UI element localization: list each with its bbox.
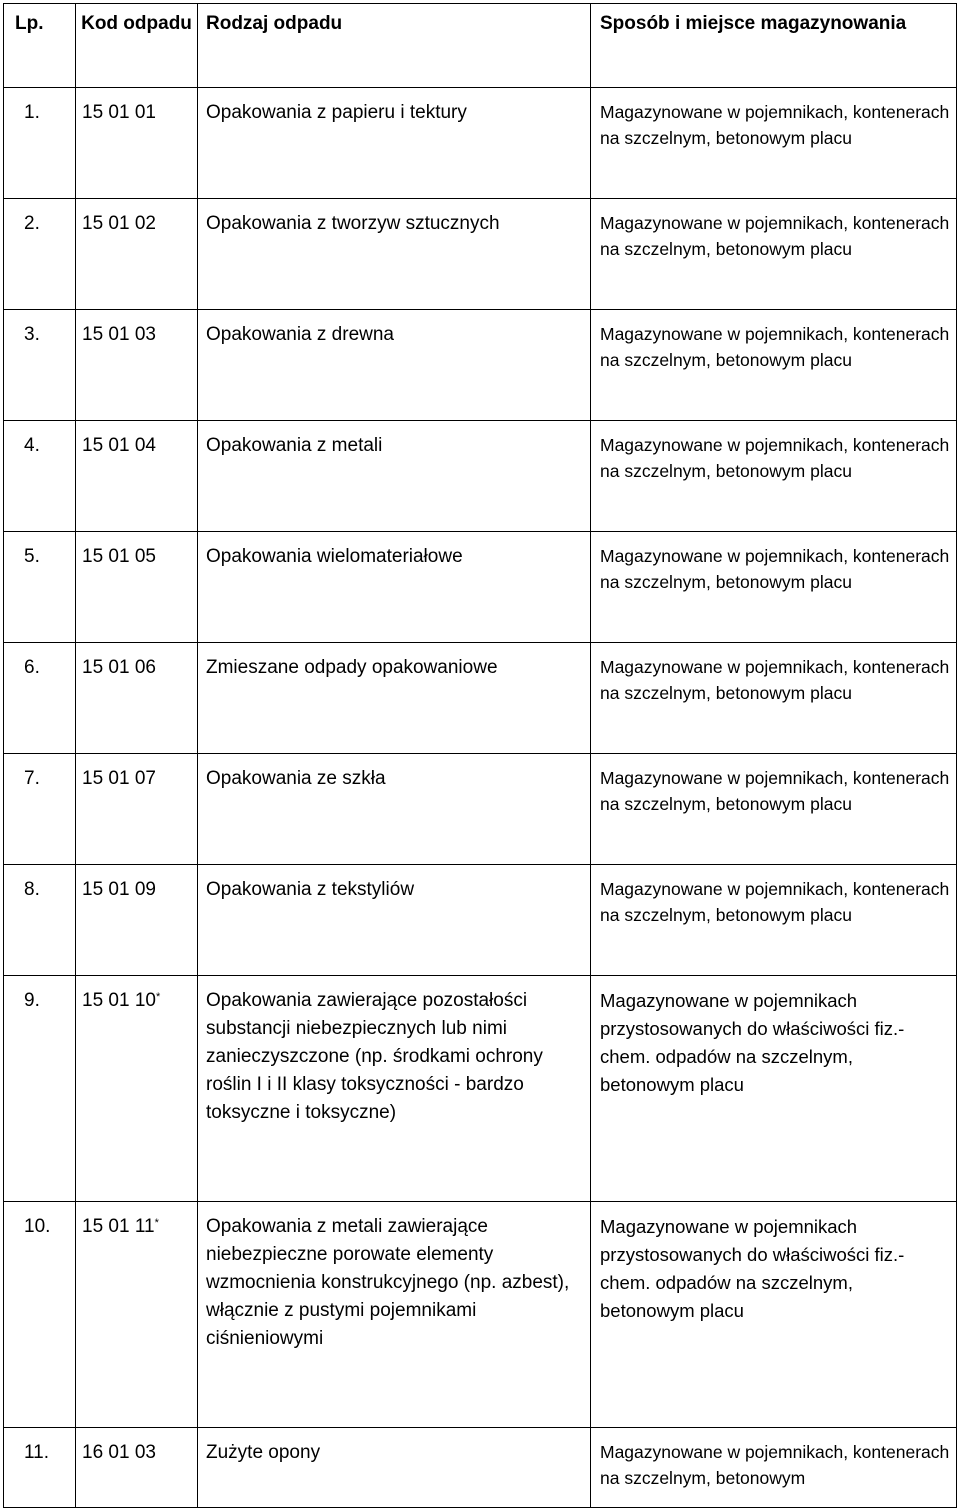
table-row: [4, 532, 957, 643]
cell-lp: 7.: [4, 754, 76, 865]
kod-value: 15 01 07: [82, 768, 156, 789]
cell-sposob: Magazynowane w pojemnikach przystosowanych do właściwości fiz.-chem. odpadów na szczelnym, betonowym placu: [591, 976, 957, 1202]
cell-kod: [76, 1428, 198, 1508]
header-sposob: Sposób i miejsce magazynowania: [591, 4, 957, 88]
table-row: [4, 1428, 957, 1508]
cell-lp: 2.: [4, 199, 76, 310]
table-row: [4, 310, 957, 421]
kod-value: 15 01 06: [82, 657, 156, 678]
cell-rodzaj: Opakowania z metali: [198, 421, 591, 532]
cell-kod: [76, 310, 198, 421]
cell-lp: 3.: [4, 310, 76, 421]
cell-kod: [76, 88, 198, 199]
header-kod: Kod odpadu: [76, 4, 198, 88]
header-rodzaj: Rodzaj odpadu: [198, 4, 591, 88]
cell-sposob: Magazynowane w pojemnikach, kontenerach na szczelnym, betonowym placu: [591, 88, 957, 199]
cell-sposob: Magazynowane w pojemnikach, kontenerach na szczelnym, betonowym: [591, 1428, 957, 1508]
cell-sposob: Magazynowane w pojemnikach, kontenerach na szczelnym, betonowym placu: [591, 643, 957, 754]
cell-kod: [76, 1202, 198, 1428]
cell-kod: [76, 754, 198, 865]
kod-value: 15 01 05: [82, 546, 156, 567]
table-row: [4, 1202, 957, 1428]
cell-rodzaj: Zużyte opony: [198, 1428, 591, 1508]
cell-kod: [76, 532, 198, 643]
kod-value: 15 01 03: [82, 324, 156, 345]
cell-rodzaj: Opakowania z drewna: [198, 310, 591, 421]
cell-kod: [76, 976, 198, 1202]
cell-rodzaj: Opakowania z papieru i tektury: [198, 88, 591, 199]
cell-sposob: Magazynowane w pojemnikach przystosowanych do właściwości fiz.-chem. odpadów na szczelnym, betonowym placu: [591, 1202, 957, 1428]
cell-rodzaj: Opakowania wielomateriałowe: [198, 532, 591, 643]
kod-value: 15 01 09: [82, 879, 156, 900]
cell-sposob: Magazynowane w pojemnikach, kontenerach na szczelnym, betonowym placu: [591, 754, 957, 865]
kod-value: 15 01 10: [82, 990, 156, 1011]
cell-kod: [76, 643, 198, 754]
cell-lp: 6.: [4, 643, 76, 754]
cell-lp: 4.: [4, 421, 76, 532]
cell-lp: 8.: [4, 865, 76, 976]
table-row: [4, 865, 957, 976]
table-row: [4, 976, 957, 1202]
table-header-row: [4, 4, 957, 88]
table-body: [4, 88, 957, 1508]
cell-lp: 1.: [4, 88, 76, 199]
waste-storage-table: [3, 3, 957, 1508]
cell-sposob: Magazynowane w pojemnikach, kontenerach na szczelnym, betonowym placu: [591, 532, 957, 643]
table-row: [4, 421, 957, 532]
cell-rodzaj: Opakowania zawierające pozostałości substancji niebezpiecznych lub nimi zanieczyszczone (np. środkami ochrony roślin I i II klasy toksyczności - bardzo toksyczne i toksyczne): [198, 976, 591, 1202]
cell-lp: 11.: [4, 1428, 76, 1508]
cell-sposob: Magazynowane w pojemnikach, kontenerach na szczelnym, betonowym placu: [591, 865, 957, 976]
table-row: [4, 199, 957, 310]
kod-value: 15 01 01: [82, 102, 156, 123]
cell-rodzaj: Opakowania ze szkła: [198, 754, 591, 865]
table-row: [4, 754, 957, 865]
cell-kod: [76, 421, 198, 532]
cell-rodzaj: Opakowania z tekstyliów: [198, 865, 591, 976]
header-lp: Lp.: [4, 4, 76, 88]
kod-value: 15 01 02: [82, 213, 156, 234]
cell-kod: [76, 865, 198, 976]
kod-value: 16 01 03: [82, 1442, 156, 1463]
cell-kod: [76, 199, 198, 310]
table-row: [4, 643, 957, 754]
table-row: [4, 88, 957, 199]
cell-lp: 5.: [4, 532, 76, 643]
cell-sposob: Magazynowane w pojemnikach, kontenerach na szczelnym, betonowym placu: [591, 199, 957, 310]
hazard-asterisk: *: [155, 991, 161, 1003]
kod-value: 15 01 11: [82, 1216, 155, 1237]
cell-rodzaj: Zmieszane odpady opakowaniowe: [198, 643, 591, 754]
cell-sposob: Magazynowane w pojemnikach, kontenerach na szczelnym, betonowym placu: [591, 421, 957, 532]
cell-lp: 10.: [4, 1202, 76, 1428]
cell-rodzaj: Opakowania z metali zawierające niebezpieczne porowate elementy wzmocnienia konstrukcyjnego (np. azbest), włącznie z pustymi pojemnikami ciśnieniowymi: [198, 1202, 591, 1428]
kod-value: 15 01 04: [82, 435, 156, 456]
cell-rodzaj: Opakowania z tworzyw sztucznych: [198, 199, 591, 310]
cell-lp: 9.: [4, 976, 76, 1202]
hazard-asterisk: *: [154, 1217, 159, 1229]
cell-sposob: Magazynowane w pojemnikach, kontenerach na szczelnym, betonowym placu: [591, 310, 957, 421]
